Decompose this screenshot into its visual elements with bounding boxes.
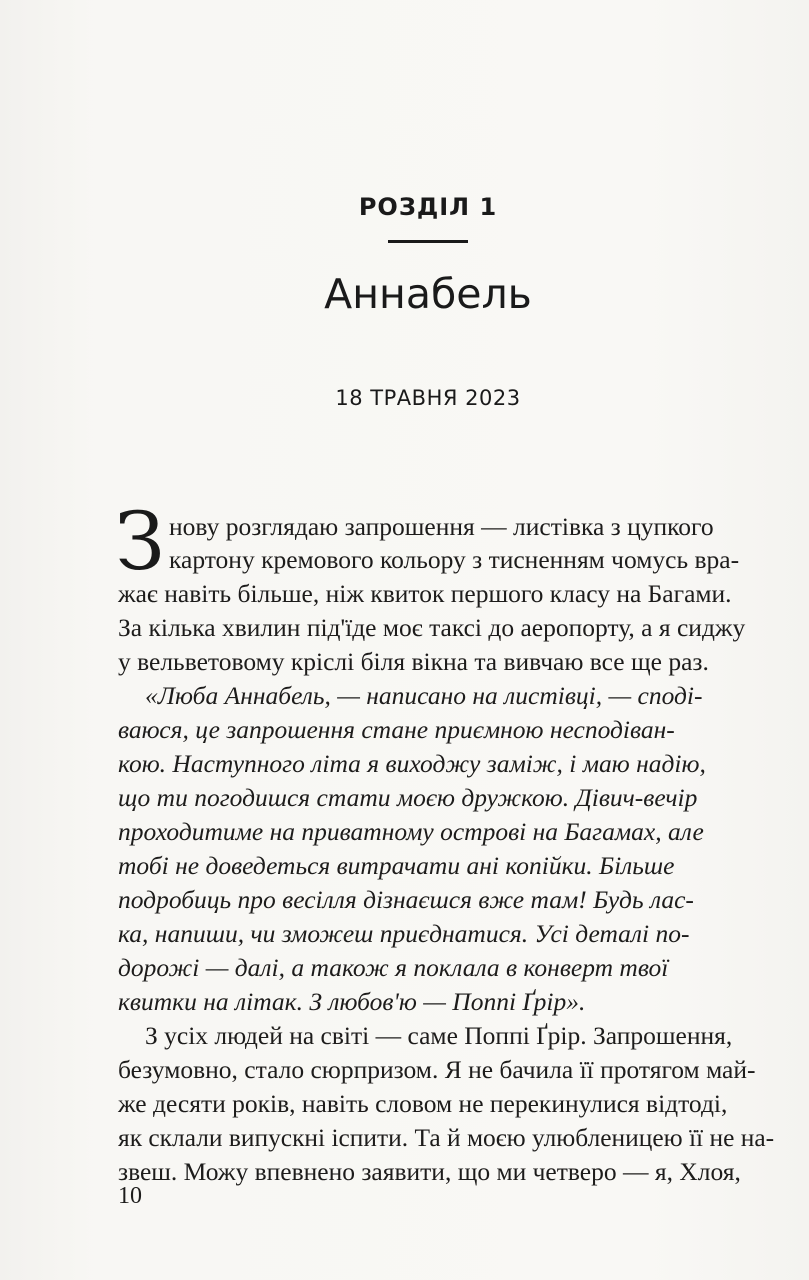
chapter-divider <box>388 240 468 243</box>
text-line: же десяти років, навіть словом не перекинулися відтоді, <box>118 1089 728 1118</box>
text-line: За кілька хвилин під'їде моє таксі до аеропорту, а я сиджу <box>118 613 746 642</box>
drop-cap: З <box>115 495 165 588</box>
chapter-date: 18 ТРАВНЯ 2023 <box>335 386 521 410</box>
text-line: картону кремового кольору з тисненням чомусь вра- <box>169 545 740 574</box>
text-line: дорожі — далі, а також я поклала в конверт твої <box>118 953 669 982</box>
text-line: ка, напиши, чи зможеш приєднатися. Усі деталі по- <box>118 919 690 948</box>
text-line: жає навіть більше, ніж квиток першого класу на Багами. <box>118 579 732 608</box>
chapter-label: РОЗДІЛ 1 <box>358 193 498 221</box>
text-line: безумовно, стало сюрпризом. Я не бачила її протягом май- <box>118 1055 756 1084</box>
text-line: у вельветовому кріслі біля вікна та вивчаю все ще раз. <box>118 647 709 676</box>
text-line: З усіх людей на світі — саме Поппі Ґрір. Запрошення, <box>145 1021 733 1050</box>
text-line: квитки на літак. З любов'ю — Поппі Ґрір». <box>118 987 586 1016</box>
text-line: що ти погодишся стати моєю дружкою. Дівич-вечір <box>118 783 698 812</box>
text-line: подробиць про весілля дізнаєшся вже там! Будь лас- <box>118 885 694 914</box>
text-line: «Люба Аннабель, — написано на листівці, — сподi- <box>145 681 703 710</box>
chapter-title: Аннабель <box>324 270 532 318</box>
text-line: кою. Наступного літа я виходжу заміж, і маю надію, <box>118 749 706 778</box>
text-line: тобі не доведеться витрачати ані копійки. Більше <box>118 851 675 880</box>
text-line: звеш. Можу впевнено заявити, що ми четверо — я, Хлоя, <box>118 1157 741 1186</box>
text-line: нову розглядаю запрошення — листівка з цупкого <box>169 512 714 541</box>
text-line: як склали випускні іспити. Та й моєю улюбленицею її не на- <box>118 1123 775 1152</box>
page-number: 10 <box>118 1183 142 1209</box>
text-line: ваюся, це запрошення стане приємною несподіван- <box>118 715 675 744</box>
text-line: проходитиме на приватному острові на Багамах, але <box>118 817 704 846</box>
